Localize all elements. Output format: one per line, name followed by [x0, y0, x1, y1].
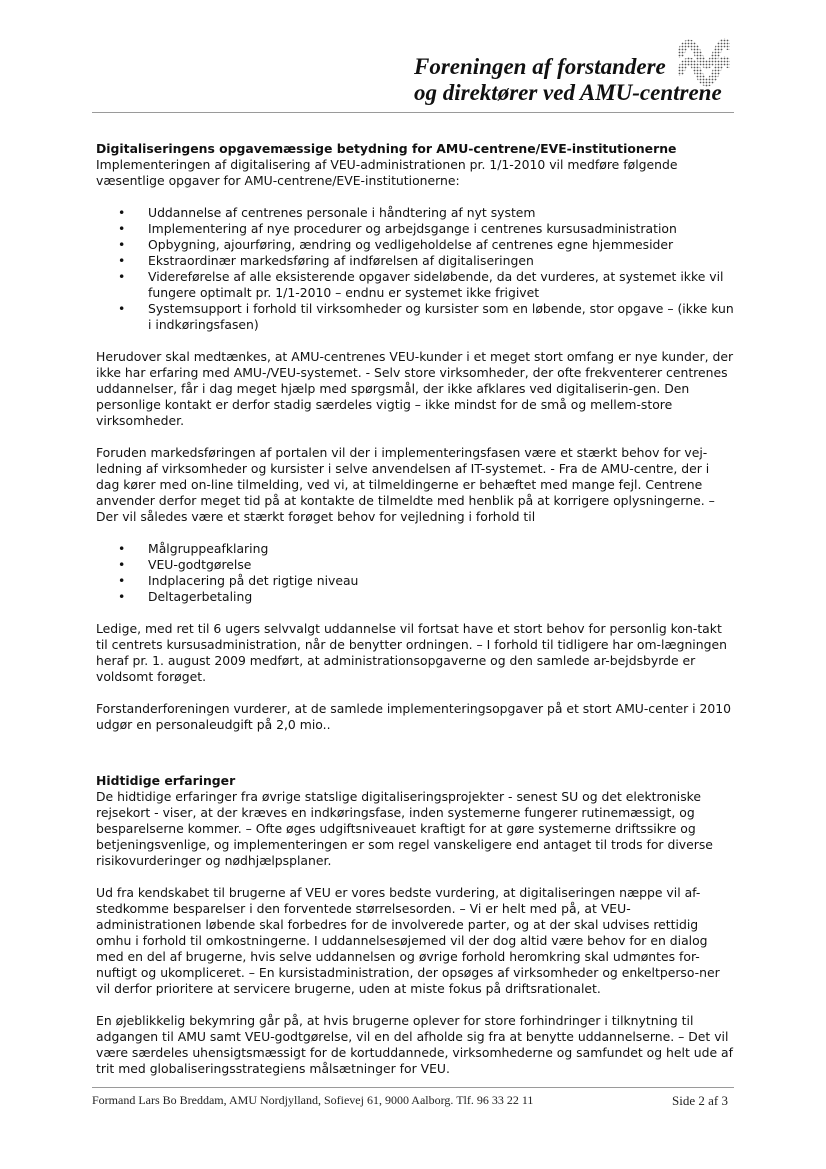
list-item: • VEU-godtgørelse: [148, 557, 736, 573]
list-item: • Deltagerbetaling: [148, 589, 736, 605]
task-list: [96, 205, 736, 333]
list-item: • Opbygning, ajourføring, ændring og vedligeholdelse af centrenes egne hjemmesider: [148, 237, 736, 253]
header-divider: [92, 112, 734, 113]
wave-logo-icon: [678, 36, 730, 88]
paragraph-assessment: Forstanderforeningen vurderer, at de samlede implementeringsopgaver på et stort AMU-center i 2010 udgør en personaleudgift på 2,0 mio..: [96, 701, 732, 732]
footer-contact: Formand Lars Bo Breddam, AMU Nordjylland, Sofievej 61, 9000 Aalborg. Tlf. 96 33 22 11: [92, 1093, 534, 1107]
list-item: • Videreførelse af alle eksisterende opgaver sideløbende, da det vurderes, at systemet ikke vil fungere optimalt pr. 1/1-2010 – endnu er systemet ikke frigivet: [148, 269, 736, 301]
paragraph-customers: Herudover skal medtænkes, at AMU-centrenes VEU-kunder i et meget stort omfang er nye kunder, der ikke har erfaring med AMU-/VEU-systemet. - Selv store virksomheder, der ofte frekventerer centrenes uddannelser, får i dag meget hjælp med spørgsmål, der ikke afklares ved digitaliserin-gen. Den personlige kontakt er derfor stadig særdeles vigtig – ikke mindst for de små og mellem-store virksomheder.: [96, 349, 734, 428]
letter-body: [96, 141, 736, 1093]
org-name-line-1: Foreningen af forstandere: [414, 54, 666, 79]
org-name-line-2: og direktører ved AMU-centrene: [414, 80, 722, 105]
list-item: • Ekstraordinær markedsføring af indførelsen af digitaliseringen: [148, 253, 736, 269]
section-heading-erfaringer: Hidtidige erfaringer: [96, 773, 236, 788]
list-item: • Indplacering på det rigtige niveau: [148, 573, 736, 589]
footer-divider: [92, 1087, 734, 1088]
list-item: • Implementering af nye procedurer og arbejdsgange i centrenes kursusadministration: [148, 221, 736, 237]
section-heading-digitalisering: Digitaliseringens opgavemæssige betydning for AMU-centrene/EVE-institutionerne: [96, 141, 677, 156]
list-item: • Uddannelse af centrenes personale i håndtering af nyt system: [148, 205, 736, 221]
paragraph-experience: De hidtidige erfaringer fra øvrige statslige digitaliseringsprojekter - senest SU og det elektroniske rejsekort - viser, at der kræves en indkøringsfase, inden systemerne fungerer rutinemæssigt, og besparelserne kommer. – Ofte øges udgiftsniveauet kraftigt for at gøre systemerne driftssikre og betjeningsvenlige, og implementeringen er som regel vanskeligere end antaget til trods for diverse risikovurderinger og nødhjælpsplaner.: [96, 789, 713, 868]
list-item: • Systemsupport i forhold til virksomheder og kursister som en løbende, stor opgave – (ikke kun i indkøringsfasen): [148, 301, 736, 333]
paragraph-unemployed: Ledige, med ret til 6 ugers selvvalgt uddannelse vil fortsat have et stort behov for personlig kon-takt til centrets kursusadministration, når de benytter ordningen. – I forhold til tidligere har om-lægningen heraf pr. 1. august 2009 medført, at administrationsopgaverne og den samlede ar-bejdsbyrde er voldsomt forøget.: [96, 621, 727, 684]
paragraph-guidance: Foruden markedsføringen af portalen vil der i implementeringsfasen være et stærkt behov for vej-ledning af virksomheder og kursister i selve anvendelsen af IT-systemet. - Fra de AMU-centre, der i dag kører med on-line tilmelding, ved vi, at tilmeldingerne er behæftet med mange fejl. Centrene anvender derfor meget tid på at kontakte de tilmeldte med henblik på at korrigere oplysningerne. – Der vil således være et stærkt forøget behov for vejledning i forhold til: [96, 445, 715, 524]
paragraph-evaluation: Ud fra kendskabet til brugerne af VEU er vores bedste vurdering, at digitaliseringen næppe vil af-stedkomme besparelser i den forventede størrelsesorden. – Vi er helt med på, at VEU-administrationen løbende skal forbedres for de involverede parter, og at der skal udvises rettidig omhu i forhold til omkostningerne. I uddannelsesøjemed vil der dog altid være behov for en dialog med en del af brugerne, hvis selve uddannelsen og øvrige forhold heromkring skal udmøntes for-nuftigt og ukompliceret. – En kursistadministration, der opsøges af virksomheder og enkeltperso-ner vil derfor prioritere at servicere brugerne, uden at miste fokus på driftsrationalet.: [96, 885, 720, 996]
paragraph-concern: En øjeblikkelig bekymring går på, at hvis brugerne oplever for store forhindringer i tilknytning til adgangen til AMU samt VEU-godtgørelse, vil en del afholde sig fra at benytte uddannelserne. – Det vil være særdeles uhensigtsmæssigt for de kortuddannede, virksomhederne og samfundet og helt ude af trit med globaliseringsstrategiens målsætninger for VEU.: [96, 1013, 733, 1076]
section-spacer: [96, 749, 736, 773]
list-item: • Målgruppeafklaring: [148, 541, 736, 557]
intro-paragraph: Implementeringen af digitalisering af VEU-administrationen pr. 1/1-2010 vil medføre følgende væsentlige opgaver for AMU-centrene/EVE-institutionerne:: [96, 157, 678, 188]
guidance-list: [96, 541, 736, 605]
page-number: Side 2 af 3: [672, 1093, 728, 1108]
